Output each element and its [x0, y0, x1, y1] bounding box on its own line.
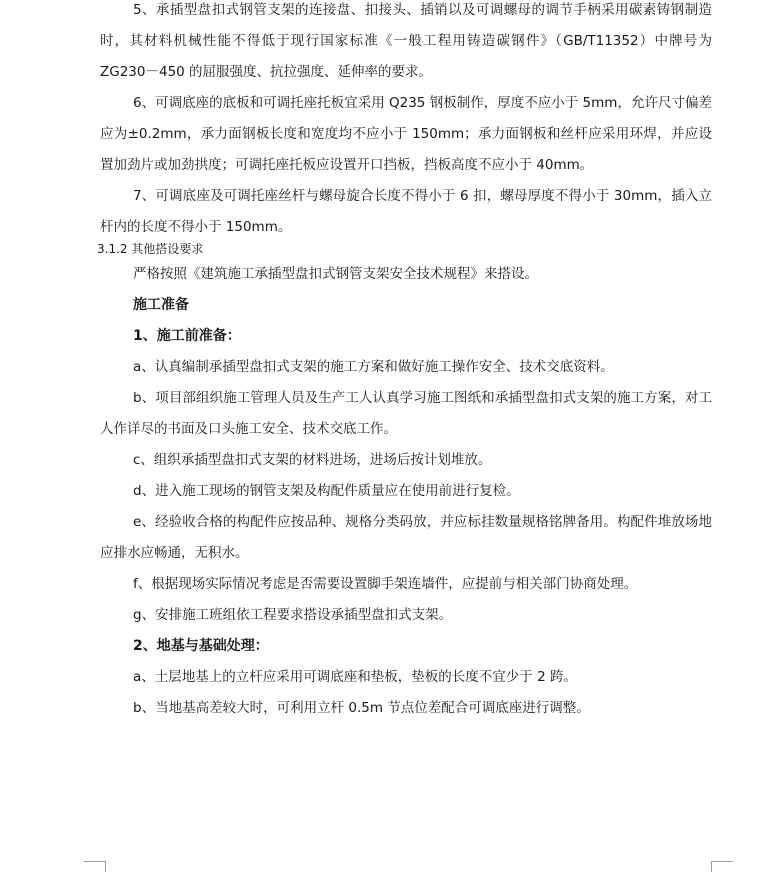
heading-construction-preparation: 施工准备 [133, 297, 189, 313]
list-item-a: a、认真编制承插型盘扣式支架的施工方案和做好施工操作安全、技术交底资料。 [133, 359, 614, 375]
list-item-f: f、根据现场实际情况考虑是否需要设置脚手架连墙件，应提前与相关部门协商处理。 [133, 576, 638, 592]
list-item-c: c、组织承插型盘扣式支架的材料进场，进场后按计划堆放。 [133, 452, 492, 468]
list-item-g: g、安排施工班组依工程要求搭设承插型盘扣式支架。 [133, 607, 453, 623]
paragraph-5: 5、承插型盘扣式钢管支架的连接盘、扣接头、插销以及可调螺母的调节手柄采用碳素铸钢制造时，其材料机械性能不得低于现行国家标准《一般工程用铸造碳钢件》（GB/T11352）中牌号为 ZG230－450 的屈服强度、抗拉强度、延伸率的要求。 [100, 2, 712, 80]
document-body [97, 0, 712, 724]
heading-foundation-treatment: 2、地基与基础处理： [133, 638, 269, 654]
foundation-item-b: b、当地基高差较大时，可利用立杆 0.5m 节点位差配合可调底座进行调整。 [133, 700, 590, 716]
paragraph-6: 6、可调底座的底板和可调托座托板宜采用 Q235 钢板制作，厚度不应小于 5mm，允许尺寸偏差应为±0.2mm，承力面钢板长度和宽度均不应小于 150mm；承力面钢板和丝杆应采用环焊，并应设置加劲片或加劲拱度；可调托座托板应设置开口挡板，挡板高度不应小于 40mm。 [100, 95, 712, 173]
heading-pre-construction: 1、施工前准备： [133, 328, 241, 344]
list-item-e: e、经验收合格的构配件应按品种、规格分类码放，并应标挂数量规格铭牌备用。构配件堆放场地应排水应畅通，无积水。 [100, 514, 712, 561]
foundation-item-a: a、土层地基上的立杆应采用可调底座和垫板，垫板的长度不宜少于 2 跨。 [133, 669, 577, 685]
page-margin-corner-mark-right [711, 861, 733, 872]
list-item-d: d、进入施工现场的钢管支架及构配件质量应在使用前进行复检。 [133, 483, 520, 499]
paragraph-strict-compliance: 严格按照《建筑施工承插型盘扣式钢管支架安全技术规程》来搭设。 [133, 266, 538, 282]
page-margin-corner-mark-left [84, 861, 106, 872]
list-item-b: b、项目部组织施工管理人员及生产工人认真学习施工图纸和承插型盘扣式支架的施工方案，对工人作详尽的书面及口头施工安全、技术交底工作。 [100, 390, 712, 437]
section-heading-3-1-2: 3.1.2 其他搭设要求 [97, 242, 204, 256]
paragraph-7: 7、可调底座及可调托座丝杆与螺母旋合长度不得小于 6 扣，螺母厚度不得小于 30mm，插入立杆内的长度不得小于 150mm。 [100, 188, 712, 235]
